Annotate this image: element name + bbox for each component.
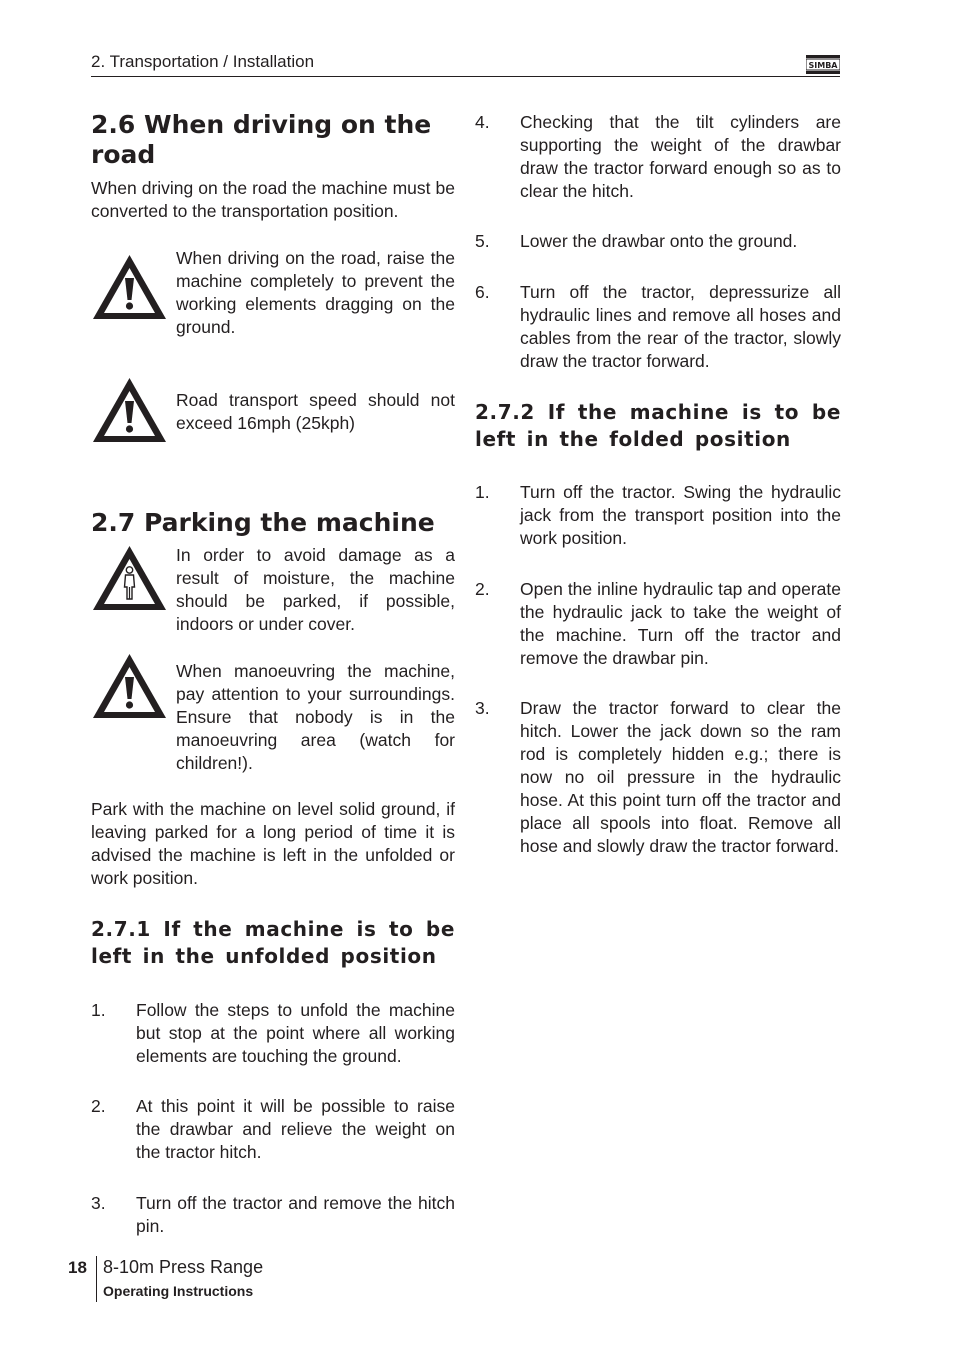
- section-2-7-1-title: 2.7.1 If the machine is to be left in the unfolded position: [91, 917, 455, 968]
- list-item-text: Lower the drawbar onto the ground.: [520, 231, 798, 251]
- simba-logo: [806, 55, 840, 74]
- note-moisture-text: In order to avoid damage as a result of moisture, the machine should be parked, if possible, indoors or under cover.: [176, 545, 455, 634]
- warning-raise-text: When driving on the road, raise the machine completely to prevent the working elements dragging on the ground.: [176, 248, 455, 337]
- list-item-number: 1.: [475, 482, 490, 502]
- list-item-number: 4.: [475, 112, 490, 132]
- running-header: 2. Transportation / Installation: [91, 52, 315, 71]
- warning-speed-text: Road transport speed should not exceed 16mph (25kph): [176, 390, 455, 433]
- warning-triangle-icon: [91, 253, 168, 321]
- list-item-text: Follow the steps to unfold the machine but stop at the point where all working elements are touching the ground.: [136, 1000, 455, 1066]
- section-2-6-title: 2.6 When driving on the road: [91, 110, 432, 169]
- section-2-7-title: 2.7 Parking the machine: [91, 508, 435, 537]
- list-item-text: Draw the tractor forward to clear the hitch. Lower the jack down so the ram rod is completely hidden e.g.; there is now no oil pressure in the hydraulic hose. At this point turn off the tractor and place all spools into float. Remove all hose and slowly draw the tractor forward.: [520, 698, 841, 856]
- list-item-number: 2.: [91, 1096, 106, 1116]
- header-rule: [91, 76, 840, 77]
- list-item-text: Turn off the tractor and remove the hitch pin.: [136, 1193, 455, 1236]
- list-item-text: Turn off the tractor, depressurize all hydraulic lines and remove all hoses and cables from the rear of the tractor, slowly draw the tractor forward.: [520, 282, 841, 371]
- list-item-number: 3.: [475, 698, 490, 718]
- list-item-text: Checking that the tilt cylinders are supporting the weight of the drawbar draw the tractor forward enough so as to clear the hitch.: [520, 112, 841, 201]
- list-item-text: Open the inline hydraulic tap and operate the hydraulic jack to take the weight of the machine. Turn off the tractor and remove the drawbar pin.: [520, 579, 841, 668]
- list-item-number: 6.: [475, 282, 490, 302]
- warning-manoeuvring-text: When manoeuvring the machine, pay attention to your surroundings. Ensure that nobody is in the manoeuvring area (watch for children!).: [176, 661, 455, 773]
- warning-triangle-icon: [91, 652, 168, 720]
- footer-divider: [96, 1256, 97, 1302]
- warning-triangle-icon: [91, 376, 168, 444]
- section-2-7-body: Park with the machine on level solid ground, if leaving parked for a long period of time it is advised the machine is left in the unfolded or work position.: [91, 799, 455, 888]
- footer-title: 8-10m Press Range: [103, 1257, 264, 1277]
- list-item-text: At this point it will be possible to raise the drawbar and relieve the weight on the tractor hitch.: [136, 1096, 455, 1162]
- footer-subtitle: Operating Instructions: [103, 1283, 254, 1299]
- list-item-number: 1.: [91, 1000, 106, 1020]
- page-number: 18: [68, 1258, 87, 1277]
- person-warning-icon: [91, 544, 168, 612]
- list-item-text: Turn off the tractor. Swing the hydraulic jack from the transport position into the work position.: [520, 482, 841, 548]
- section-2-6-intro: When driving on the road the machine must be converted to the transportation position.: [91, 178, 455, 221]
- list-item-number: 5.: [475, 231, 490, 251]
- section-2-7-2-title: 2.7.2 If the machine is to be left in the folded position: [475, 400, 841, 451]
- list-item-number: 3.: [91, 1193, 106, 1213]
- svg-text:SIMBA: SIMBA: [808, 61, 838, 70]
- list-item-number: 2.: [475, 579, 490, 599]
